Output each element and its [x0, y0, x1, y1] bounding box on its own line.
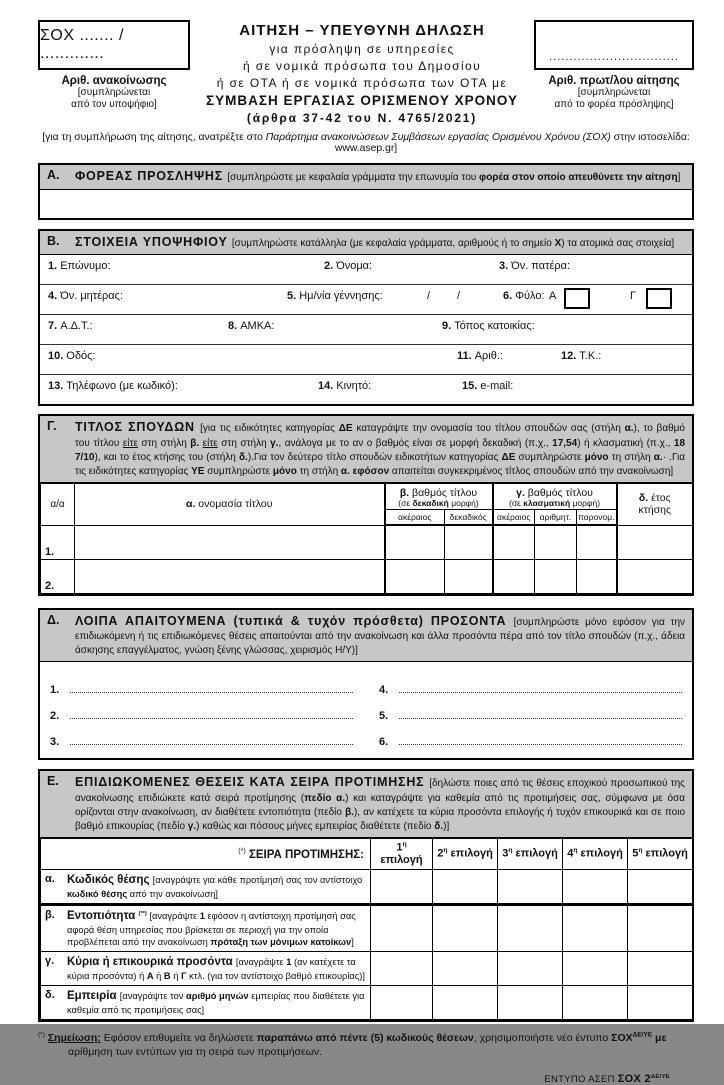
b-row-2[interactable] [40, 284, 692, 314]
locality-choice-1[interactable] [371, 904, 433, 951]
studies-row-1-title-cell[interactable] [75, 525, 385, 559]
studies-row-2-frac-num[interactable] [535, 559, 577, 593]
qualification-item-5[interactable]: 5. [379, 696, 682, 722]
gender-male-checkbox[interactable] [564, 288, 590, 309]
section-d [38, 608, 694, 761]
studies-row-2-index: 2. [41, 559, 75, 593]
street-label: 10. Οδός: [48, 350, 96, 362]
col-fraction-denominator: παρονομ. [577, 510, 617, 526]
section-e-letter: Ε. [47, 774, 59, 789]
dotted-line[interactable] [70, 744, 353, 745]
b-row-4[interactable] [40, 344, 692, 374]
dotted-line[interactable] [70, 692, 353, 693]
section-a-header [40, 165, 692, 190]
gender-label: 6. Φύλο: [503, 290, 545, 302]
position-code-choice-3[interactable] [498, 869, 563, 904]
section-b [38, 229, 694, 407]
protocol-number-label: Αριθ. πρωτ/λου αίτησης [548, 75, 680, 87]
b-row-3[interactable] [40, 314, 692, 344]
mobile-label: 14. Κινητό: [318, 380, 372, 392]
studies-row-2-dec-dec[interactable] [445, 559, 493, 593]
qualification-item-6[interactable]: 6. [379, 722, 682, 748]
protocol-number-box[interactable] [534, 20, 694, 70]
preference-order-label: (*) ΣΕΙΡΑ ΠΡΟΤΙΜΗΣΗΣ: [41, 838, 371, 869]
col-grade-decimal: β. βαθμός τίτλου (σε δεκαδική μορφή) [385, 483, 493, 510]
form-subtitle-1: για πρόσληψη σε υπηρεσίες [269, 42, 455, 56]
locality-choice-5[interactable] [628, 904, 693, 951]
section-d-title: ΛΟΙΠΑ ΑΠΑΙΤΟΥΜΕΝΑ (τυπικά & τυχόν πρόσθετα) ΠΡΟΣΟΝΤΑ [συμπληρώστε μόνο εφόσον για την επιδιωκόμενη ή τις επιδιωκόμενες θέσεις απαιτούνται από την ανακοίνωση και άλλα προσόντα πέρα από τον τίτλο σπουδών (π.χ., άδεια άσκησης επαγγέλματος, γνώση ξένης γλώσσας, χειρισμός Η/Υ)] [75, 613, 686, 657]
announcement-number-value: ΣΟΧ ....... / ............. [40, 27, 124, 62]
b-row-1[interactable] [40, 255, 692, 284]
postal-code-label: 12. Τ.Κ.: [561, 350, 602, 362]
studies-row-1-dec-dec[interactable] [445, 525, 493, 559]
b-row-5[interactable] [40, 374, 692, 404]
section-a [38, 163, 694, 220]
studies-table [40, 483, 693, 594]
date-slash-1: / [427, 290, 431, 302]
studies-row-2-title-cell[interactable] [75, 559, 385, 593]
section-b-title: ΣΤΟΙΧΕΙΑ ΥΠΟΨΗΦΙΟΥ [συμπληρώστε κατάλληλα (με κεφαλαία γράμματα, αριθμούς ή το σημείο Χ) τα ατομικά σας στοιχεία] [75, 234, 675, 249]
date-slash-2: / [457, 290, 461, 302]
page-footer: ΕΝΤΥΠΟ ΑΣΕΠ ΣΟΧ $2^{\Delta E/\Upsilon E}$ [544, 1073, 670, 1085]
position-code-choice-2[interactable] [433, 869, 498, 904]
choice-1-header: $1^\eta$ επιλογή [371, 838, 433, 869]
experience-choice-1[interactable] [371, 985, 433, 1019]
studies-row-2-frac-den[interactable] [577, 559, 617, 593]
row-main-qualifications-label: γ. Κύρια ή επικουρικά προσόντα [αναγράψτε 1 (αν κατέχετε τα κύρια προσόντα) ή Α ή Β ή Γ κτλ. (για τον αντίστοιχο βαθμό επικουρίας)] [41, 951, 371, 985]
col-title-name: α. ονομασία τίτλου [75, 483, 385, 525]
mother-name-label: 4. Όν. μητέρας: [48, 290, 123, 302]
studies-row-2-year[interactable] [617, 559, 693, 593]
id-number-label: 7. Α.Δ.Τ.: [48, 320, 93, 332]
section-a-letter: Α. [47, 168, 60, 182]
studies-row-1-dec-int[interactable] [385, 525, 445, 559]
section-e-header [40, 771, 692, 838]
col-fraction-integer: ακέραιος [493, 510, 535, 526]
studies-row-1-frac-int[interactable] [493, 525, 535, 559]
form-header [38, 20, 694, 125]
qualification-item-3[interactable]: 3. [50, 722, 353, 748]
dotted-line[interactable] [399, 718, 682, 719]
protocol-number-value: ................................ [549, 51, 679, 63]
announcement-number-sub2: από τον υποψήφιο] [71, 98, 157, 110]
col-grade-fraction: γ. βαθμός τίτλου (σε κλασματική μορφή) [493, 483, 617, 510]
qualification-item-1[interactable]: 1. [50, 670, 353, 696]
position-code-choice-1[interactable] [371, 869, 433, 904]
section-b-letter: Β. [47, 233, 60, 248]
employer-input-area[interactable] [40, 190, 692, 218]
row-position-code-label: α. Κωδικός θέσης [αναγράψτε για κάθε προτίμησή σας τον αντίστοιχο κωδικό θέσης από την ανακοίνωση] [41, 869, 371, 904]
choice-4-header: $4^\eta$ επιλογή [563, 838, 628, 869]
studies-row-1-frac-den[interactable] [577, 525, 617, 559]
gender-female-label: Γ [630, 290, 637, 302]
email-label: 15. e-mail: [462, 380, 514, 392]
dotted-line[interactable] [399, 744, 682, 745]
experience-choice-2[interactable] [433, 985, 498, 1019]
footnote: (*) Σημείωση: Εφόσον επιθυμείτε να δηλώσετε παραπάνω από πέντε (5) κωδικούς θέσεων, χρησιμοποιήστε νέο έντυπο $\Sigma OX^{\Delta E/\Upsilon E}$ με αρίθμηση των εντύπων για τη σειρά των προτιμήσεων. [38, 1031, 667, 1059]
intro-note: [για τη συμπλήρωση της αίτησης, ανατρέξτε στο Παράρτημα ανακοινώσεων Συμβάσεων εργασίας Ορισμένου Χρόνου (ΣΟΧ) στην ιστοσελίδα: www.asep.gr] [42, 132, 690, 154]
experience-choice-4[interactable] [563, 985, 628, 1019]
section-c-header [40, 416, 692, 483]
qualification-item-4[interactable]: 4. [379, 670, 682, 696]
locality-choice-4[interactable] [563, 904, 628, 951]
announcement-number-label: Αριθ. ανακοίνωσης [61, 75, 167, 87]
qualifications-choice-3[interactable] [498, 951, 563, 985]
other-qualifications-list [40, 662, 692, 758]
gender-female-checkbox[interactable] [646, 288, 672, 309]
section-c-title: ΤΙΤΛΟΣ ΣΠΟΥΔΩΝ [για τις ειδικότητες κατηγορίας ΔΕ καταγράψτε την ονομασία του τίτλου σπουδών σας (στήλη α.), το βαθμό του τίτλου είτε στη στήλη β. είτε στη στήλη γ., ανάλογα με το αν ο βαθμός είναι σε μορφή δεκαδική (π.χ., 17,54) ή κλασματική (π.χ., 18 7/10), και το έτος κτήσης του (στήλη δ.).Για τον δεύτερο τίτλο σπουδών ειδικοτήτων κατηγορίας ΔΕ συμπληρώστε μόνο τη στήλη α.· .Για τις ειδικότητες κατηγορίας ΥΕ συμπληρώστε μόνο τη στήλη α. εφόσον απαιτείται συγκεκριμένος τίτλος σπουδών από την ανακοίνωση] [75, 420, 686, 477]
announcement-number-box[interactable] [38, 20, 190, 70]
col-year: δ. έτος κτήσης [617, 483, 693, 525]
section-c-letter: Γ. [47, 419, 57, 433]
form-subtitle-contract: ΣΥΜΒΑΣΗ ΕΡΓΑΣΙΑΣ ΟΡΙΣΜΕΝΟΥ ΧΡΟΝΟΥ [206, 93, 518, 108]
form-subtitle-3: ή σε ΟΤΑ ή σε νομικά πρόσωπα των ΟΤΑ με [216, 76, 508, 90]
qualifications-choice-5[interactable] [628, 951, 693, 985]
choice-3-header: $3^\eta$ επιλογή [498, 838, 563, 869]
surname-label: 1. Επώνυμο: [48, 260, 111, 272]
preferences-table [40, 838, 693, 1020]
row-locality-label: β. Εντοπιότητα (**) [αναγράψτε 1 εφόσον η αντίστοιχη προτίμησή σας αφορά θέση υπηρεσίας που βρίσκεται σε περιοχή για την οποία προβλέπεται από την ανακοίνωση πρόταξη των μόνιμων κατοίκων] [41, 904, 371, 951]
col-decimal-decimal: δεκαδικός [445, 510, 493, 526]
studies-row-1-index: 1. [41, 525, 75, 559]
position-code-choice-5[interactable] [628, 869, 693, 904]
residence-label: 9. Τόπος κατοικίας: [442, 320, 535, 332]
col-decimal-integer: ακέραιος [385, 510, 445, 526]
form-subtitle-law: (άρθρα 37-42 του Ν. 4765/2021) [246, 111, 478, 125]
locality-choice-2[interactable] [433, 904, 498, 951]
col-fraction-numerator: αριθμητ. [535, 510, 577, 526]
position-code-choice-4[interactable] [563, 869, 628, 904]
form-title-block [190, 20, 534, 125]
qualifications-choice-1[interactable] [371, 951, 433, 985]
studies-row-1-frac-num[interactable] [535, 525, 577, 559]
section-c [38, 414, 694, 596]
section-d-letter: Δ. [47, 612, 60, 627]
firstname-label: 2. Όνομα: [324, 260, 373, 272]
announcement-number-sub1: [συμπληρώνεται [77, 87, 151, 98]
gender-male-label: Α [549, 290, 557, 302]
locality-choice-3[interactable] [498, 904, 563, 951]
col-aa: α/α [41, 483, 75, 525]
studies-row-1-year[interactable] [617, 525, 693, 559]
choice-5-header: $5^\eta$ επιλογή [628, 838, 693, 869]
section-e [38, 769, 694, 1022]
protocol-number-sub1: [συμπληρώνεται [577, 87, 651, 98]
section-d-header [40, 610, 692, 663]
dotted-line[interactable] [70, 718, 353, 719]
dotted-line[interactable] [399, 692, 682, 693]
form-subtitle-2: ή σε νομικά πρόσωπα του Δημοσίου [242, 59, 482, 73]
experience-choice-3[interactable] [498, 985, 563, 1019]
qualifications-choice-2[interactable] [433, 951, 498, 985]
father-name-label: 3. Όν. πατέρα: [499, 260, 571, 272]
studies-row-2-frac-int[interactable] [493, 559, 535, 593]
section-e-title: ΕΠΙΔΙΩΚΟΜΕΝΕΣ ΘΕΣΕΙΣ ΚΑΤΑ ΣΕΙΡΑ ΠΡΟΤΙΜΗΣΗΣ [δηλώστε ποιες από τις θέσεις εποχικού προσωπικού της ανακοίνωσης επιδιώκετε κατά σειρά προτίμησης (πεδίο α.) και καταγράψτε για καθεμία από τις προτιμήσεις σας, σύμφωνα με όσα ορίζονται στην ανακοίνωση, αν διαθέτετε εντοπιότητα (πεδίο β.), αν κατέχετε τα κύρια προσόντα επιλογής ή τυχόν επικουρικά και σε ποιο βαθμό επικουρίας (πεδίο γ.) καθώς και πόσους μήνες εμπειρίας διαθέτετε (πεδίο δ.)] [75, 775, 685, 832]
section-a-title: ΦΟΡΕΑΣ ΠΡΟΣΛΗΨΗΣ [συμπληρώστε με κεφαλαία γράμματα την επωνυμία του φορέα στον οποίο απευθύνετε την αίτηση] [75, 169, 681, 183]
birthdate-label: 5. Ημ/νία γέννησης: [287, 290, 383, 302]
qualifications-choice-4[interactable] [563, 951, 628, 985]
section-b-header [40, 231, 692, 256]
amka-label: 8. ΑΜΚΑ: [228, 320, 275, 332]
experience-choice-5[interactable] [628, 985, 693, 1019]
form-title: ΑΙΤΗΣΗ – ΥΠΕΥΘΥΝΗ ΔΗΛΩΣΗ [239, 22, 485, 39]
row-experience-label: δ. Εμπειρία [αναγράψτε τον αριθμό μηνών εμπειρίας που διαθέτετε για καθεμία από τις προτιμήσεις σας] [41, 985, 371, 1019]
street-number-label: 11. Αριθ.: [457, 350, 503, 362]
studies-row-2-dec-int[interactable] [385, 559, 445, 593]
phone-label: 13. Τηλέφωνο (με κωδικό): [48, 380, 178, 392]
protocol-number-sub2: από το φορέα πρόσληψης] [554, 98, 674, 110]
qualification-item-2[interactable]: 2. [50, 696, 353, 722]
choice-2-header: $2^\eta$ επιλογή [433, 838, 498, 869]
